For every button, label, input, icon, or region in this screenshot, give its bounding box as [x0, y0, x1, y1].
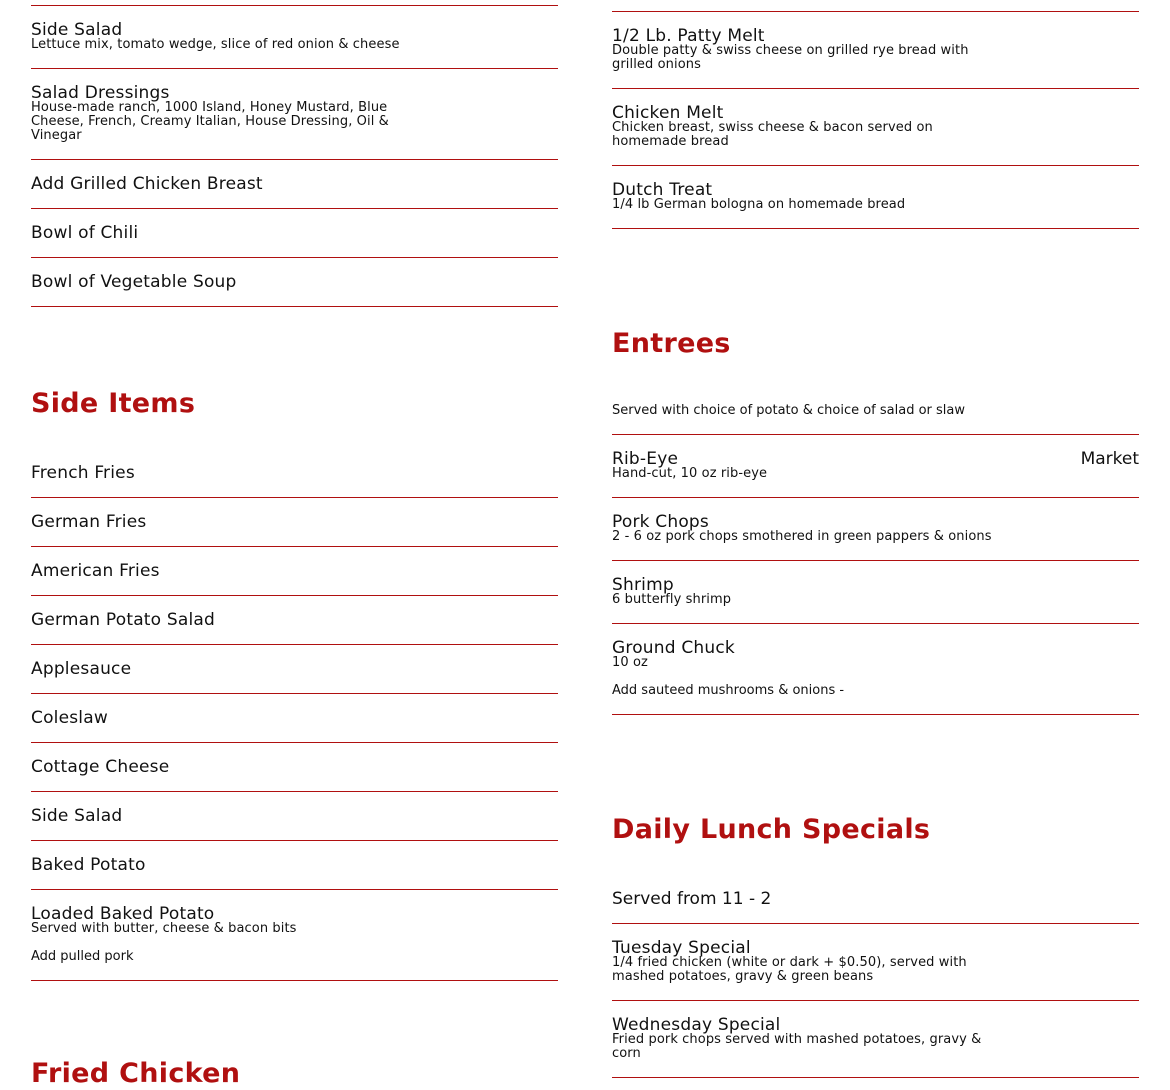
menu-item-name: German Fries: [31, 512, 147, 532]
menu-item-description: Lettuce mix, tomato wedge, slice of red onion & cheese: [31, 37, 400, 52]
menu-item-name: Ground Chuck: [612, 638, 735, 658]
menu-item-name: Dutch Treat: [612, 180, 713, 200]
menu-item-name: Cottage Cheese: [31, 757, 170, 777]
menu-item-name: Loaded Baked Potato: [31, 904, 215, 924]
menu-divider: [31, 889, 558, 890]
menu-divider: [31, 68, 558, 69]
section-intro: Served from 11 - 2: [612, 889, 772, 909]
menu-item-name: Wednesday Special: [612, 1015, 781, 1035]
menu-divider: [612, 497, 1139, 498]
menu-divider: [31, 595, 558, 596]
menu-divider: [31, 497, 558, 498]
menu-item-description: 1/4 lb German bologna on homemade bread: [612, 197, 906, 212]
menu-divider: [31, 840, 558, 841]
menu-divider: [31, 693, 558, 694]
menu-divider: [31, 644, 558, 645]
menu-divider: [612, 623, 1139, 624]
menu-item-addon: Add sauteed mushrooms & onions -: [612, 683, 845, 698]
menu-item-description: House-made ranch, 1000 Island, Honey Mustard, Blue Cheese, French, Creamy Italian, House Dressing, Oil & Vinegar: [31, 100, 389, 143]
menu-item-name: Applesauce: [31, 659, 132, 679]
menu-item-name: Bowl of Vegetable Soup: [31, 272, 237, 292]
menu-item-name: 1/2 Lb. Patty Melt: [612, 26, 765, 46]
menu-divider: [31, 546, 558, 547]
menu-item-name: Coleslaw: [31, 708, 108, 728]
menu-divider: [612, 1077, 1139, 1078]
menu-divider: [31, 257, 558, 258]
section-intro: Served with choice of potato & choice of salad or slaw: [612, 403, 966, 418]
menu-divider: [612, 1000, 1139, 1001]
menu-item-name: Shrimp: [612, 575, 674, 595]
section-title-side-items: Side Items: [31, 388, 196, 419]
menu-divider: [612, 434, 1139, 435]
menu-item-description: Fried pork chops served with mashed potatoes, gravy & corn: [612, 1032, 982, 1061]
menu-divider: [31, 742, 558, 743]
menu-divider: [31, 208, 558, 209]
menu-divider: [612, 11, 1139, 12]
menu-divider: [31, 791, 558, 792]
section-title-entrees: Entrees: [612, 328, 731, 359]
menu-item-name: Side Salad: [31, 806, 123, 826]
menu-item-name: Side Salad: [31, 20, 123, 40]
section-title-fried-chicken: Fried Chicken: [31, 1058, 241, 1089]
menu-divider: [31, 159, 558, 160]
menu-divider: [612, 88, 1139, 89]
menu-item-name: French Fries: [31, 463, 135, 483]
menu-item-name: Baked Potato: [31, 855, 146, 875]
menu-item-name: Rib-Eye: [612, 449, 679, 469]
menu-divider: [31, 306, 558, 307]
menu-item-name: Tuesday Special: [612, 938, 751, 958]
menu-item-description: 6 butterfly shrimp: [612, 592, 732, 607]
menu-divider: [31, 980, 558, 981]
menu-divider: [612, 923, 1139, 924]
menu-item-description: 2 - 6 oz pork chops smothered in green pappers & onions: [612, 529, 992, 544]
menu-divider: [612, 714, 1139, 715]
menu-item-description: 10 oz: [612, 655, 648, 670]
menu-item-name: Bowl of Chili: [31, 223, 139, 243]
menu-item-description: Served with butter, cheese & bacon bits: [31, 921, 297, 936]
menu-item-name: American Fries: [31, 561, 160, 581]
menu-item-name: Salad Dressings: [31, 83, 170, 103]
menu-item-description: Hand-cut, 10 oz rib-eye: [612, 466, 768, 481]
menu-divider: [612, 560, 1139, 561]
menu-item-name: Chicken Melt: [612, 103, 724, 123]
menu-item-name: Pork Chops: [612, 512, 709, 532]
menu-divider: [612, 165, 1139, 166]
menu-item-price: Market: [1080, 449, 1139, 469]
menu-divider: [31, 5, 558, 6]
menu-item-description: Chicken breast, swiss cheese & bacon served on homemade bread: [612, 120, 933, 149]
menu-item-addon: Add pulled pork: [31, 949, 134, 964]
menu-item-description: Double patty & swiss cheese on grilled rye bread with grilled onions: [612, 43, 969, 72]
menu-divider: [612, 228, 1139, 229]
section-title-daily-lunch-specials: Daily Lunch Specials: [612, 814, 931, 845]
menu-item-description: 1/4 fried chicken (white or dark + $0.50), served with mashed potatoes, gravy & green beans: [612, 955, 967, 984]
menu-item-name: German Potato Salad: [31, 610, 216, 630]
menu-item-name: Add Grilled Chicken Breast: [31, 174, 263, 194]
